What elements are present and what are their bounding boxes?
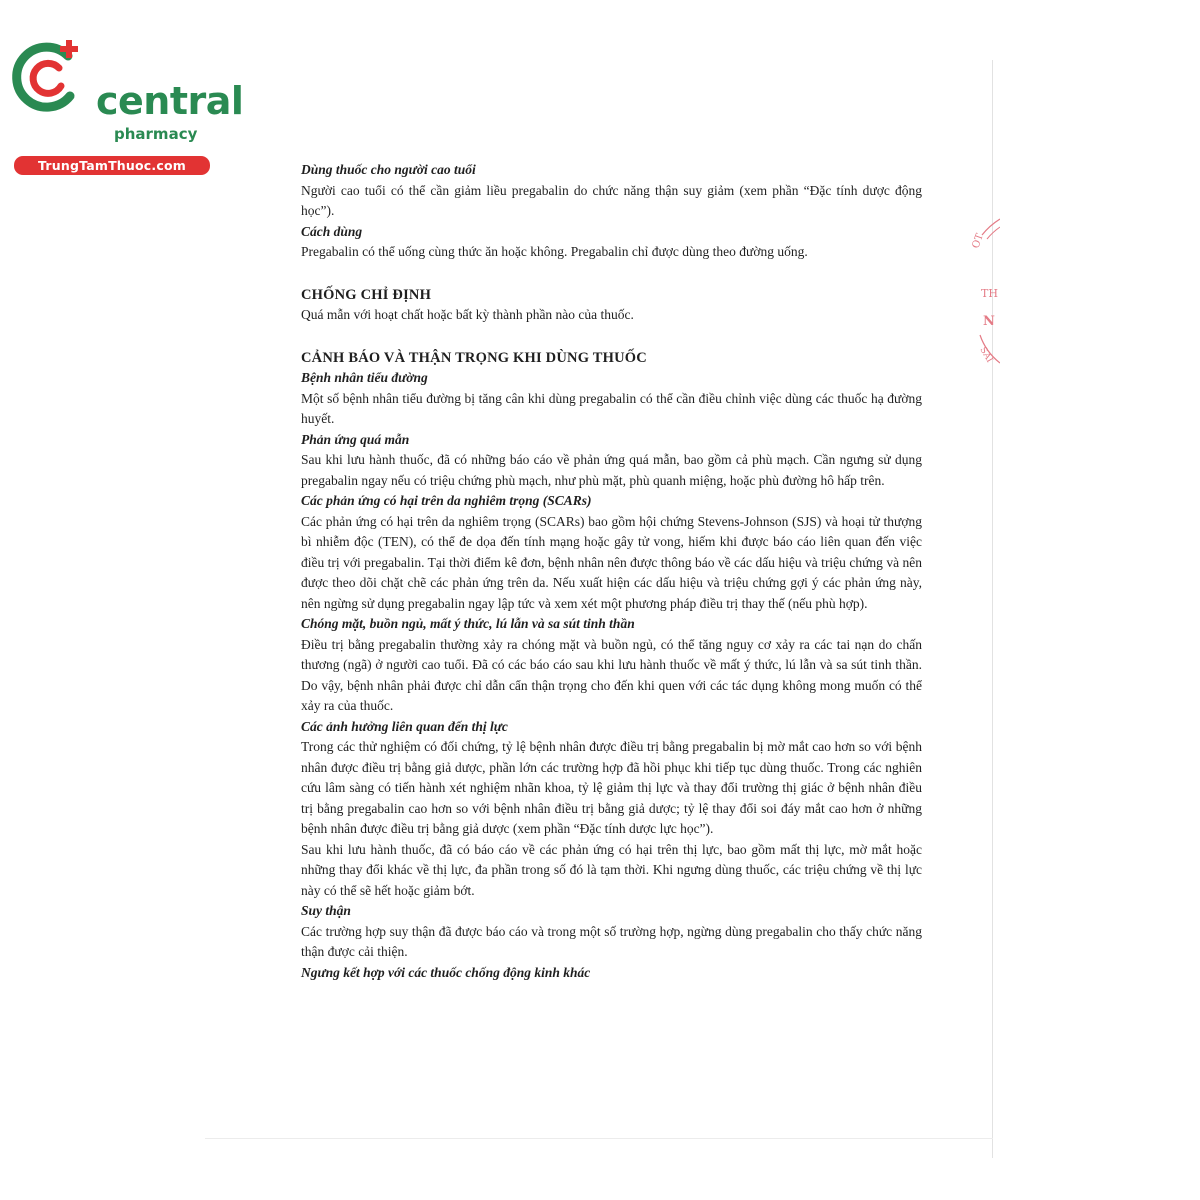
paragraph: Một số bệnh nhân tiểu đường bị tăng cân khi dùng pregabalin có thể cần điều chỉnh việc dùng các thuốc hạ đường huyết. [301, 390, 922, 426]
subsection-heading: Phản ứng quá mẫn [301, 431, 410, 447]
subsection-heading: Bệnh nhân tiểu đường [301, 370, 428, 385]
document-body [301, 160, 922, 983]
subsection-heading: Các phản ứng có hại trên da nghiêm trọng (SCARs) [301, 493, 592, 508]
svg-text:TH: TH [981, 287, 998, 300]
subsection-heading: Dùng thuốc cho người cao tuổi [301, 162, 476, 177]
paragraph: Điều trị bằng pregabalin thường xảy ra chóng mặt và buồn ngủ, có thể tăng nguy cơ xảy ra các tai nạn do chấn thương (ngã) ở người cao tuổi. Đã có các báo cáo sau khi lưu hành thuốc về mất ý thức, lú lẫn và sa sút tinh thần. Do vậy, bệnh nhân phải được chỉ dẫn cẩn thận trọng cho đến khi quen với các tác dụng không mong muốn có thể xảy ra của thuốc. [301, 636, 922, 713]
brand-url-badge[interactable]: TrungTamThuoc.com [14, 156, 210, 175]
subsection-heading: Cách dùng [301, 223, 363, 239]
paragraph: Quá mẫn với hoạt chất hoặc bất kỳ thành phần nào của thuốc. [301, 307, 634, 322]
paragraph: Các trường hợp suy thận đã được báo cáo và trong một số trường hợp, ngừng dùng pregabalin cho thấy chức năng thận được cải thiện. [301, 923, 922, 959]
central-pharmacy-logo[interactable] [10, 38, 244, 173]
paragraph: Sau khi lưu hành thuốc, đã có những báo cáo về phản ứng quá mẫn, bao gồm cả phù mạch. Cần ngưng sử dụng pregabalin ngay nếu có triệu chứng phù mạch, như phù mặt, phù quanh miệng, hoặc phù đường hô hấp trên. [301, 452, 922, 488]
svg-text:OT: OT [970, 232, 986, 251]
subsection-heading: Chóng mặt, buồn ngủ, mất ý thức, lú lẫn và sa sút tinh thần [301, 616, 635, 631]
paragraph: Các phản ứng có hại trên da nghiêm trọng (SCARs) bao gồm hội chứng Stevens-Johnson (SJS) và hoại tử thượng bì nhiễm độc (TEN), có thể đe dọa đến tính mạng hoặc gây tử vong, hiếm khi được báo cáo liên quan đến việc điều trị với pregabalin. Tại thời điểm kê đơn, bệnh nhân nên được thông báo về các dấu hiệu và triệu chứng và nên được theo dõi chặt chẽ các phản ứng trên da. Nếu xuất hiện các dấu hiệu và triệu chứng gợi ý các phản ứng này, nên ngừng sử dụng pregabalin ngay lập tức và xem xét một phương pháp điều trị thay thế (nếu phù hợp). [301, 513, 922, 611]
subsection-heading: Suy thận [301, 903, 351, 918]
subsection-heading: Các ảnh hưởng liên quan đến thị lực [301, 718, 508, 734]
svg-text:N: N [983, 314, 995, 329]
subsection-heading: Ngưng kết hợp với các thuốc chống động kinh khác [301, 964, 591, 980]
brand-name: central [96, 79, 244, 123]
section-heading: CẢNH BÁO VÀ THẬN TRỌNG KHI DÙNG THUỐC [301, 349, 647, 366]
paragraph: Pregabalin có thể uống cùng thức ăn hoặc không. Pregabalin chỉ được dùng theo đường uống. [301, 244, 808, 259]
stamp-seal-icon [966, 215, 1000, 365]
paragraph: Trong các thử nghiệm có đối chứng, tỷ lệ bệnh nhân được điều trị bằng pregabalin bị mờ mắt cao hơn so với bệnh nhân được điều trị bằng giả dược, phần lớn các trường hợp đã hồi phục khi tiếp tục dùng thuốc. Trong các nghiên cứu lâm sàng có tiến hành xét nghiệm nhãn khoa, tỷ lệ giảm thị lực và thay đổi trường thị giác ở bệnh nhân điều trị bằng pregabalin cao hơn so với bệnh nhân điều trị bằng giả dược; tỷ lệ thay đổi soi đáy mắt cao hơn ở những bệnh nhân được điều trị bằng giả dược (xem phần “Đặc tính dược lực học”). [301, 739, 922, 836]
cross-c-logo-icon [10, 38, 90, 118]
svg-text:SAI: SAI [977, 345, 995, 365]
page-edge-bottom [205, 1138, 993, 1139]
paragraph: Sau khi lưu hành thuốc, đã có báo cáo về các phản ứng có hại trên thị lực, bao gồm mất thị lực, mờ mắt hoặc những thay đổi khác về thị lực, đa phần trong số đó là tạm thời. Khi ngưng dùng thuốc, các triệu chứng về thị lực này có thể sẽ hết hoặc giảm bớt. [301, 841, 922, 898]
paragraph: Người cao tuổi có thể cần giảm liều pregabalin do chức năng thận suy giảm (xem phần “Đặc tính dược động học”). [301, 182, 922, 218]
brand-subtitle: pharmacy [114, 125, 198, 143]
section-heading: CHỐNG CHỈ ĐỊNH [301, 286, 432, 303]
